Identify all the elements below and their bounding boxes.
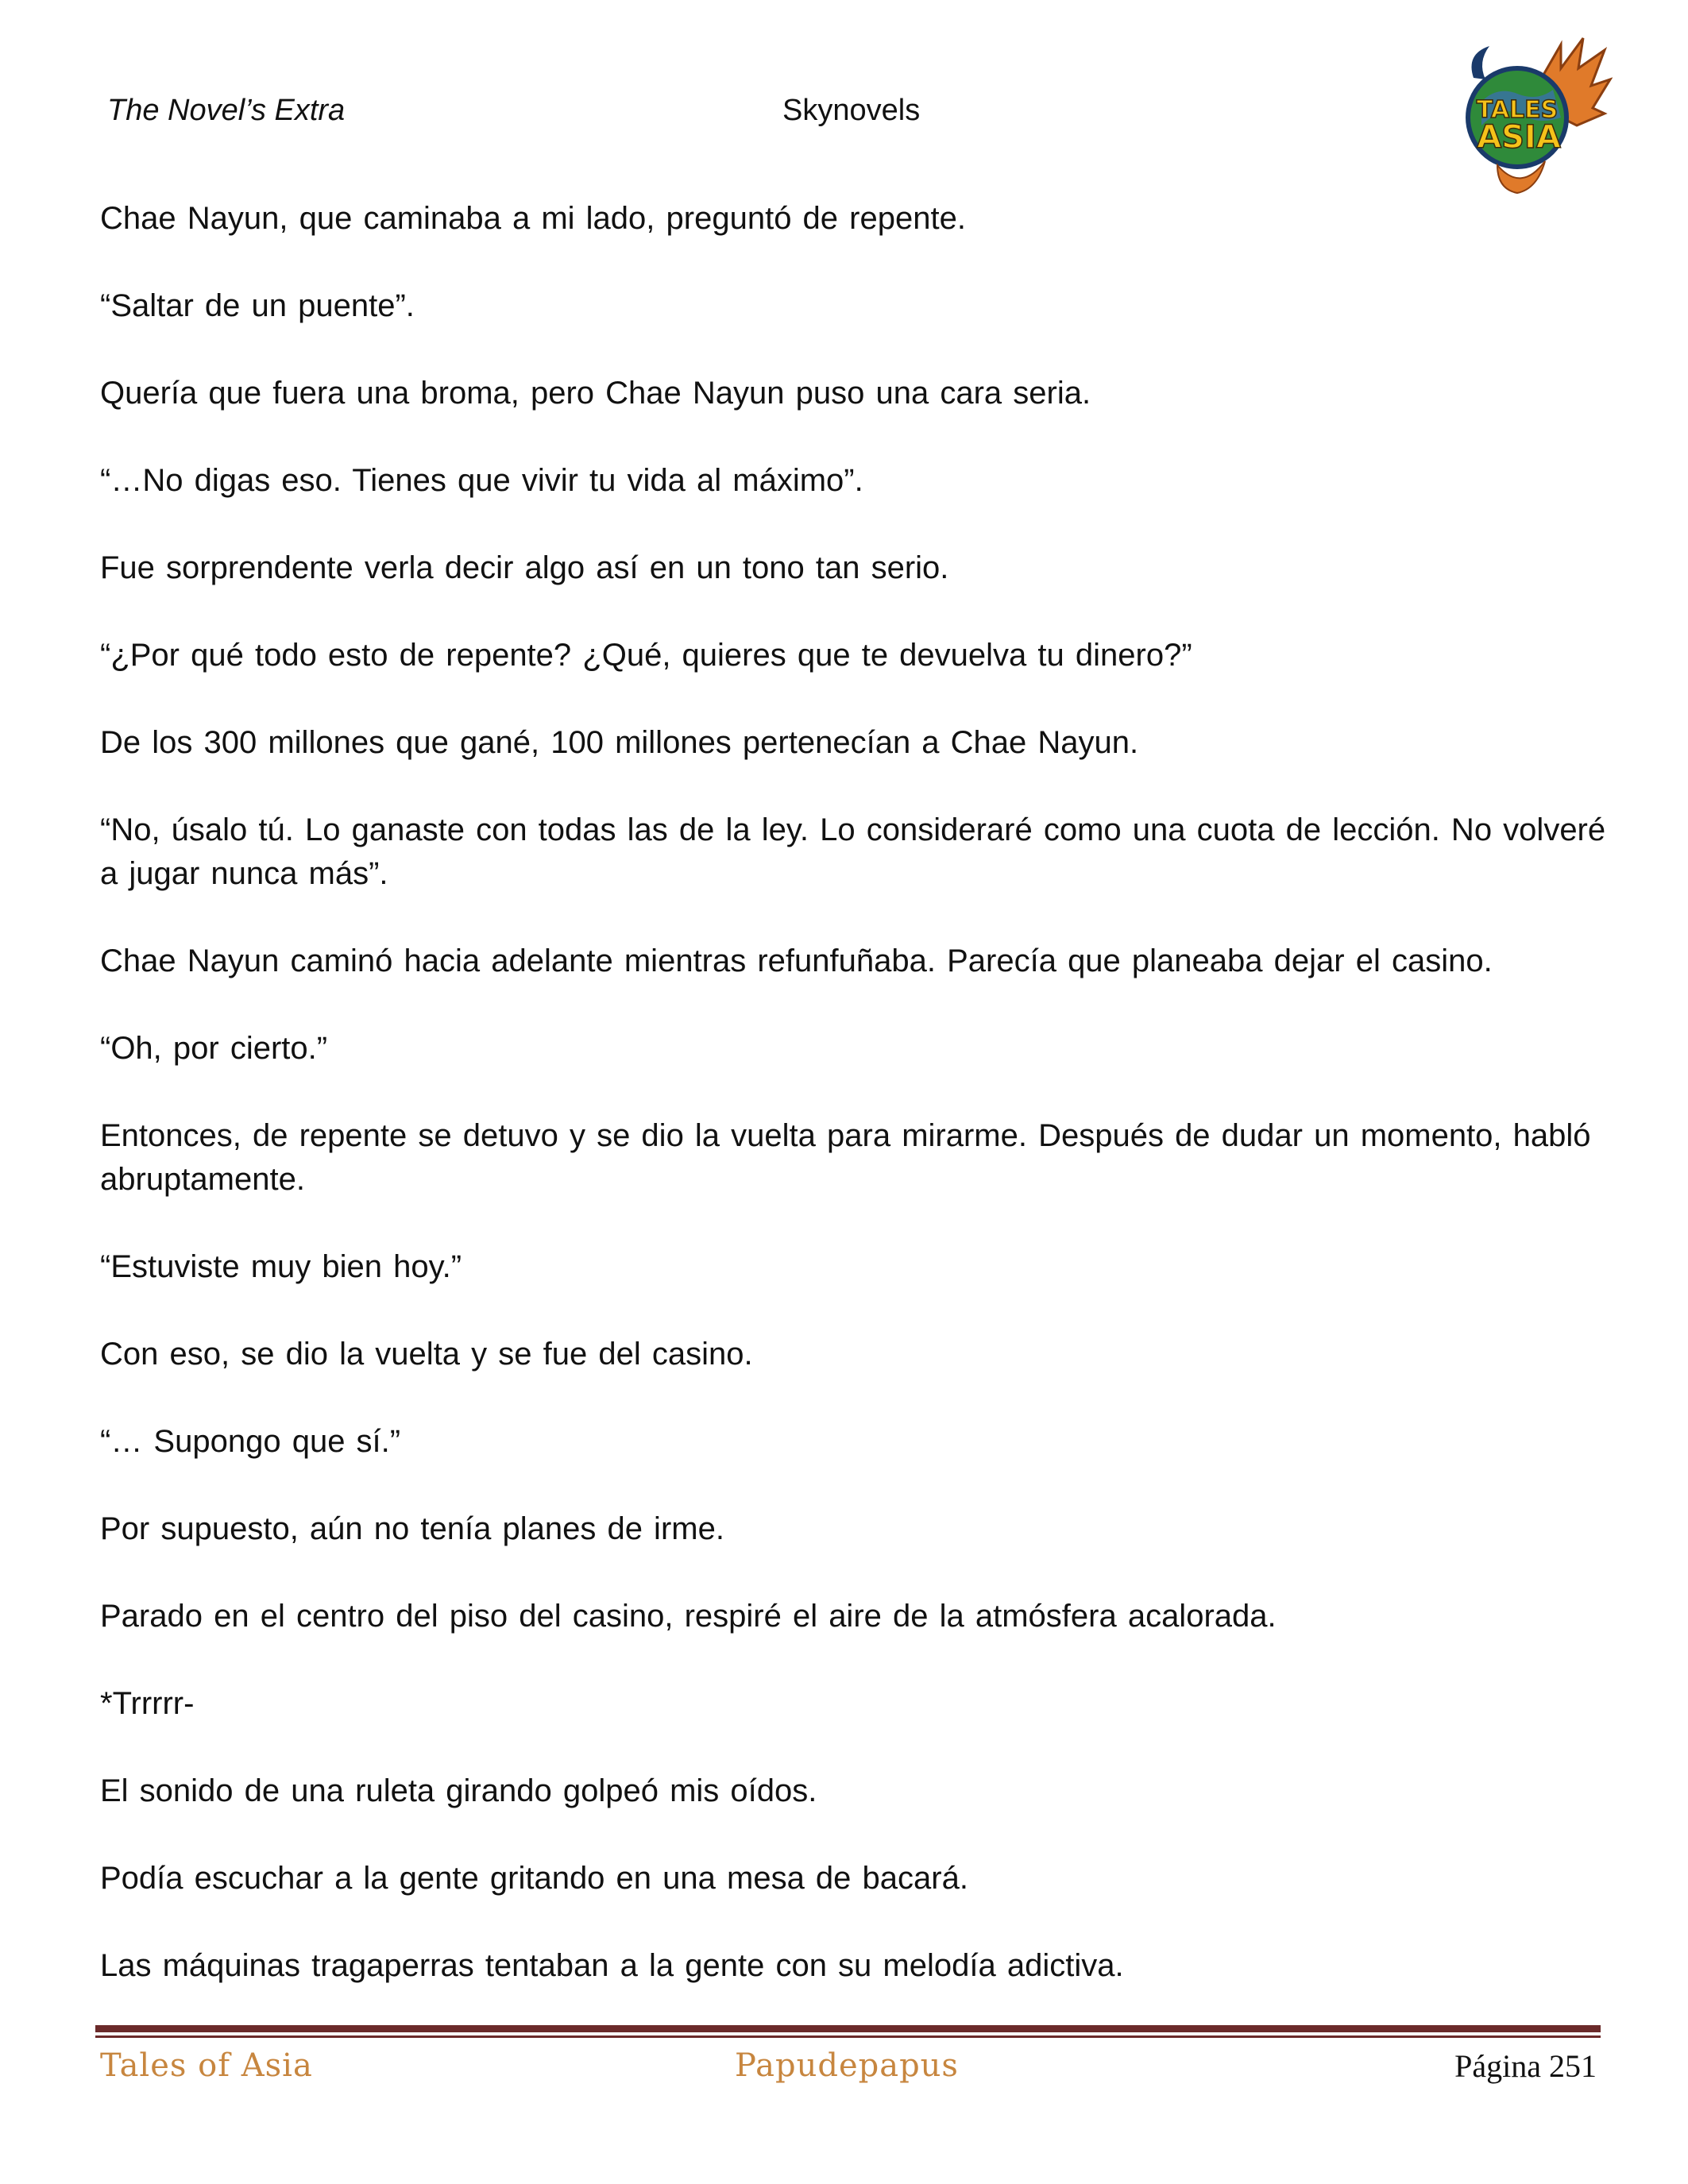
- paragraph: Entonces, de repente se detuvo y se dio la vuelta para mirarme. Después de dudar un momento, habló abruptamente.: [100, 1118, 1591, 1197]
- paragraph: “No, úsalo tú. Lo ganaste con todas las de la ley. Lo consideraré como una cuota de lección. No volveré a jugar nunca más”.: [100, 812, 1606, 891]
- horn-shape: [1472, 46, 1490, 79]
- paragraph: “…No digas eso. Tienes que vivir tu vida al máximo”.: [100, 463, 863, 498]
- page-number: Página 251: [1454, 2048, 1597, 2084]
- header-site-name: Skynovels: [782, 94, 921, 127]
- chapter-body: [100, 197, 1609, 2032]
- paragraph: Quería que fuera una broma, pero Chae Nayun puso una cara seria.: [100, 376, 1091, 411]
- paragraph: De los 300 millones que gané, 100 millones pertenecían a Chae Nayun.: [100, 725, 1139, 760]
- paragraph: Las máquinas tragaperras tentaban a la gente con su melodía adictiva.: [100, 1948, 1124, 1983]
- paragraph: Chae Nayun caminó hacia adelante mientras refunfuñaba. Parecía que planeaba dejar el casino.: [100, 943, 1493, 978]
- paragraph: “Estuviste muy bien hoy.”: [100, 1249, 462, 1284]
- paragraph: “… Supongo que sí.”: [100, 1424, 401, 1459]
- paragraph: “¿Por qué todo esto de repente? ¿Qué, quieres que te devuelva tu dinero?”: [100, 638, 1192, 673]
- footer-translator: Papudepapus: [735, 2047, 959, 2084]
- paragraph: El sonido de una ruleta girando golpeó mis oídos.: [100, 1773, 817, 1808]
- header-novel-title: The Novel’s Extra: [107, 94, 346, 127]
- paragraph: Chae Nayun, que caminaba a mi lado, preguntó de repente.: [100, 201, 966, 236]
- paragraph: Con eso, se dio la vuelta y se fue del casino.: [100, 1337, 753, 1372]
- paragraph: Por supuesto, aún no tenía planes de irme.: [100, 1511, 724, 1546]
- logo-text-top: TALES: [1476, 96, 1559, 124]
- paragraph: Fue sorprendente verla decir algo así en un tono tan serio.: [100, 550, 949, 585]
- paragraph: “Oh, por cierto.”: [100, 1031, 328, 1066]
- paragraph: *Trrrrr-: [100, 1686, 195, 1721]
- paragraph: “Saltar de un puente”.: [100, 288, 415, 323]
- footer-rule-thin: [95, 2035, 1601, 2038]
- paragraph: Podía escuchar a la gente gritando en una mesa de bacará.: [100, 1861, 968, 1896]
- footer-rule-thick: [95, 2025, 1601, 2032]
- tales-of-asia-logo: [1442, 30, 1613, 201]
- logo-text-bottom: ASIA: [1477, 119, 1561, 156]
- footer-publisher: Tales of Asia: [100, 2047, 313, 2084]
- paragraph: Parado en el centro del piso del casino, respiré el aire de la atmósfera acalorada.: [100, 1599, 1277, 1634]
